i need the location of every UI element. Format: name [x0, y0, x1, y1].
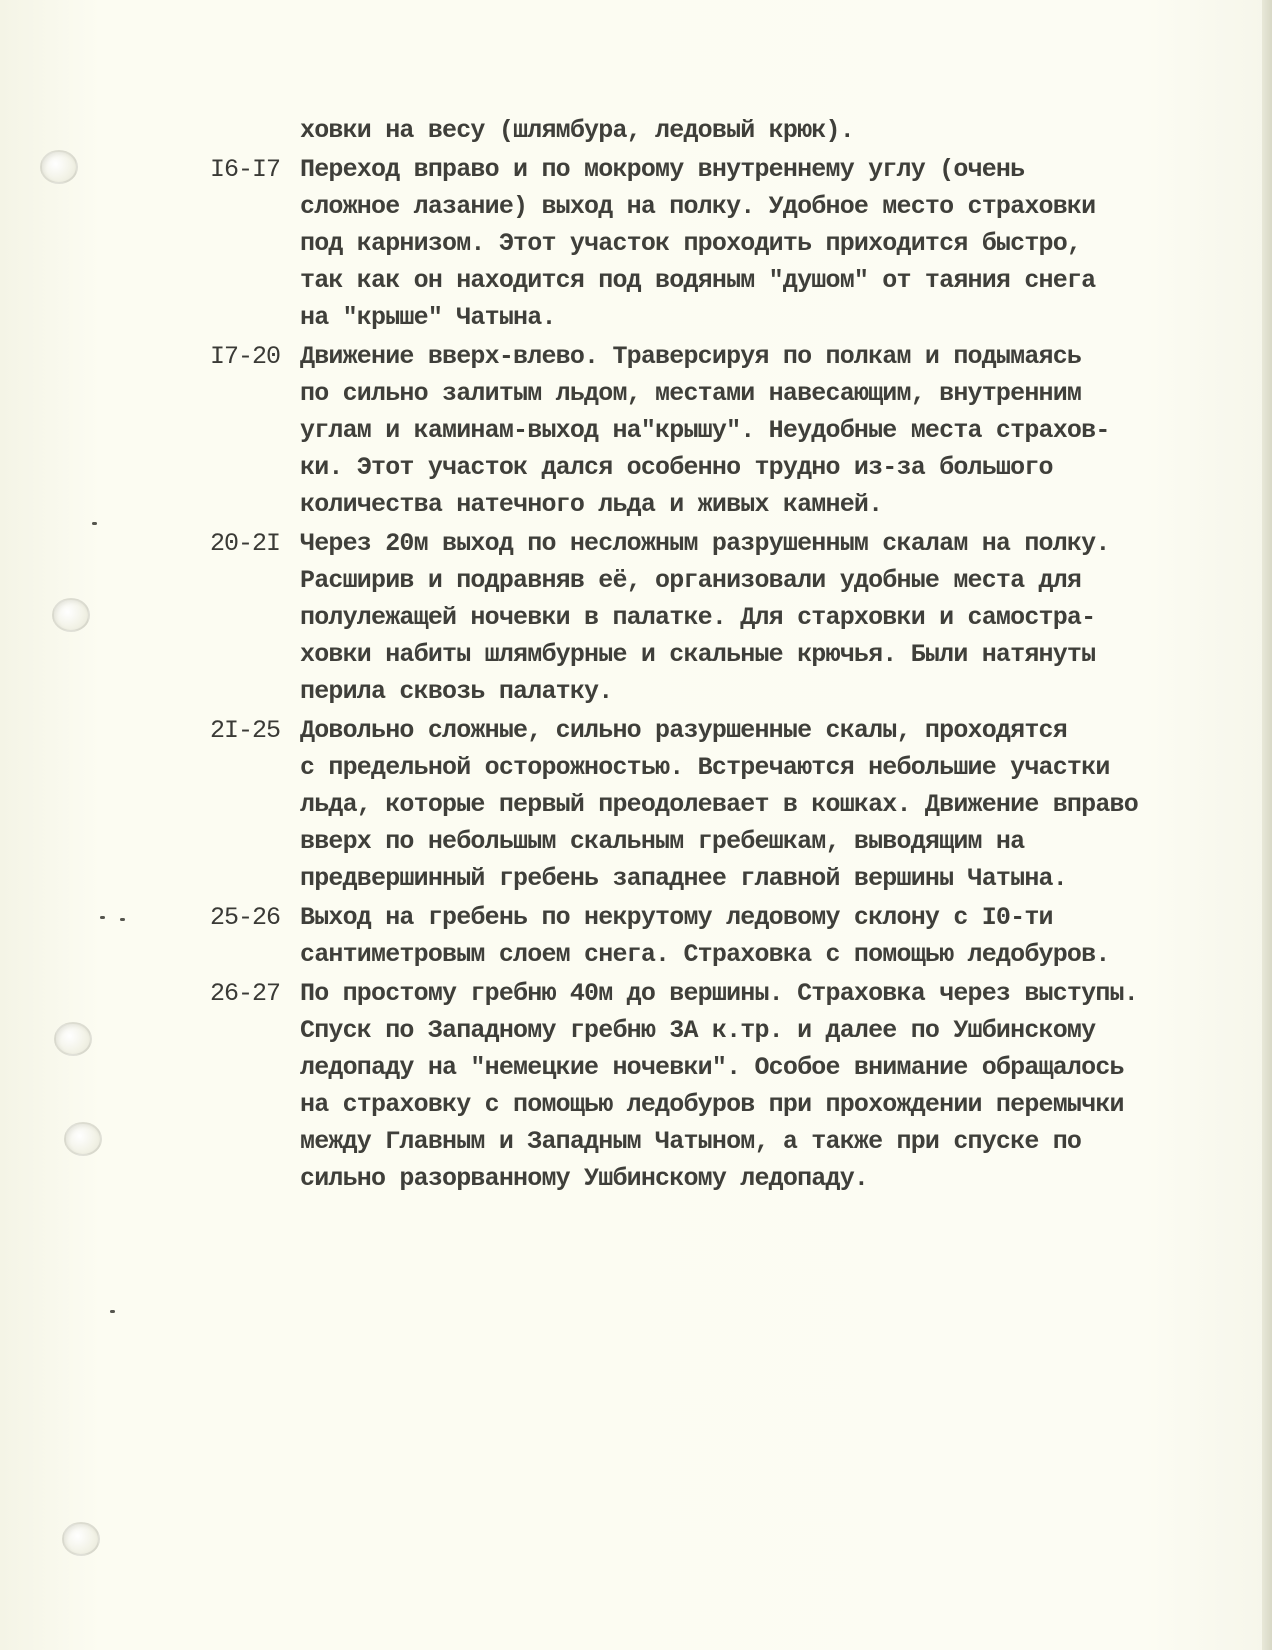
scan-speck [110, 1310, 115, 1313]
text-entry [210, 151, 1220, 336]
section-text: Движение вверх-влево. Траверсируя по полкам и подымаясь по сильно залитым льдом, местами навесающим, внутренним углам и каминам-выход на"крышу". Неудобные места страхов- ки. Этот участок дался особенно трудно из-за большого количества натечного льда и живых камней. [300, 342, 1110, 519]
section-range: I7-20 [210, 342, 281, 371]
scan-speck [120, 918, 125, 921]
section-text: По простому гребню 40м до вершины. Страховка через выступы. Спуск по Западному гребню 3А к.тр. и далее по Ушбинскому ледопаду на "немецкие ночевки". Особое внимание обращалось на страховку с помощью ледобуров при прохождении перемычки между Главным и Западным Чатыном, а также при спуске по сильно разорванному Ушбинскому ледопаду. [300, 979, 1138, 1193]
section-text: Довольно сложные, сильно разуршенные скалы, проходятся с предельной осторожностью. Встречаются небольшие участки льда, которые первый преодолевает в кошках. Движение вправо вверх по небольшым скальным гребешкам, выводящим на предвершинный гребень западнее главной вершины Чатына. [300, 716, 1138, 893]
punch-hole [62, 1522, 100, 1556]
typewritten-text [210, 112, 1220, 1197]
section-text: Выход на гребень по некрутому ледовому склону с I0-ти сантиметровым слоем снега. Страховка с помощью ледобуров. [300, 903, 1110, 969]
text-entry [210, 112, 1220, 149]
section-text: Переход вправо и по мокрому внутреннему углу (очень сложное лазание) выход на полку. Удобное место страховки под карнизом. Этот участок проходить приходится быстро, так как он находится под водяным "душом" от таяния снега на "крыше" Чатына. [300, 155, 1096, 332]
scan-speck [100, 916, 105, 919]
section-range: I6-I7 [210, 155, 281, 184]
paper-edge [1262, 0, 1272, 1650]
section-range: 20-2I [210, 529, 281, 558]
text-entry [210, 525, 1220, 710]
scan-speck [92, 522, 97, 525]
section-range: 26-27 [210, 979, 281, 1008]
punch-hole [64, 1122, 102, 1156]
section-text: Через 20м выход по несложным разрушенным скалам на полку. Расширив и подравняв её, организовали удобные места для полулежащей ночевки в палатке. Для старховки и самостра- ховки набиты шлямбурные и скальные крючья. Были натянуты перила сквозь палатку. [300, 529, 1110, 706]
punch-hole [52, 598, 90, 632]
text-entry [210, 975, 1220, 1197]
text-entry [210, 899, 1220, 973]
text-entry [210, 712, 1220, 897]
punch-hole [40, 150, 78, 184]
punch-hole [54, 1022, 92, 1056]
section-text: ховки на весу (шлямбура, ледовый крюк). [300, 116, 854, 145]
text-entry [210, 338, 1220, 523]
section-range: 25-26 [210, 903, 281, 932]
section-range: 2I-25 [210, 716, 281, 745]
